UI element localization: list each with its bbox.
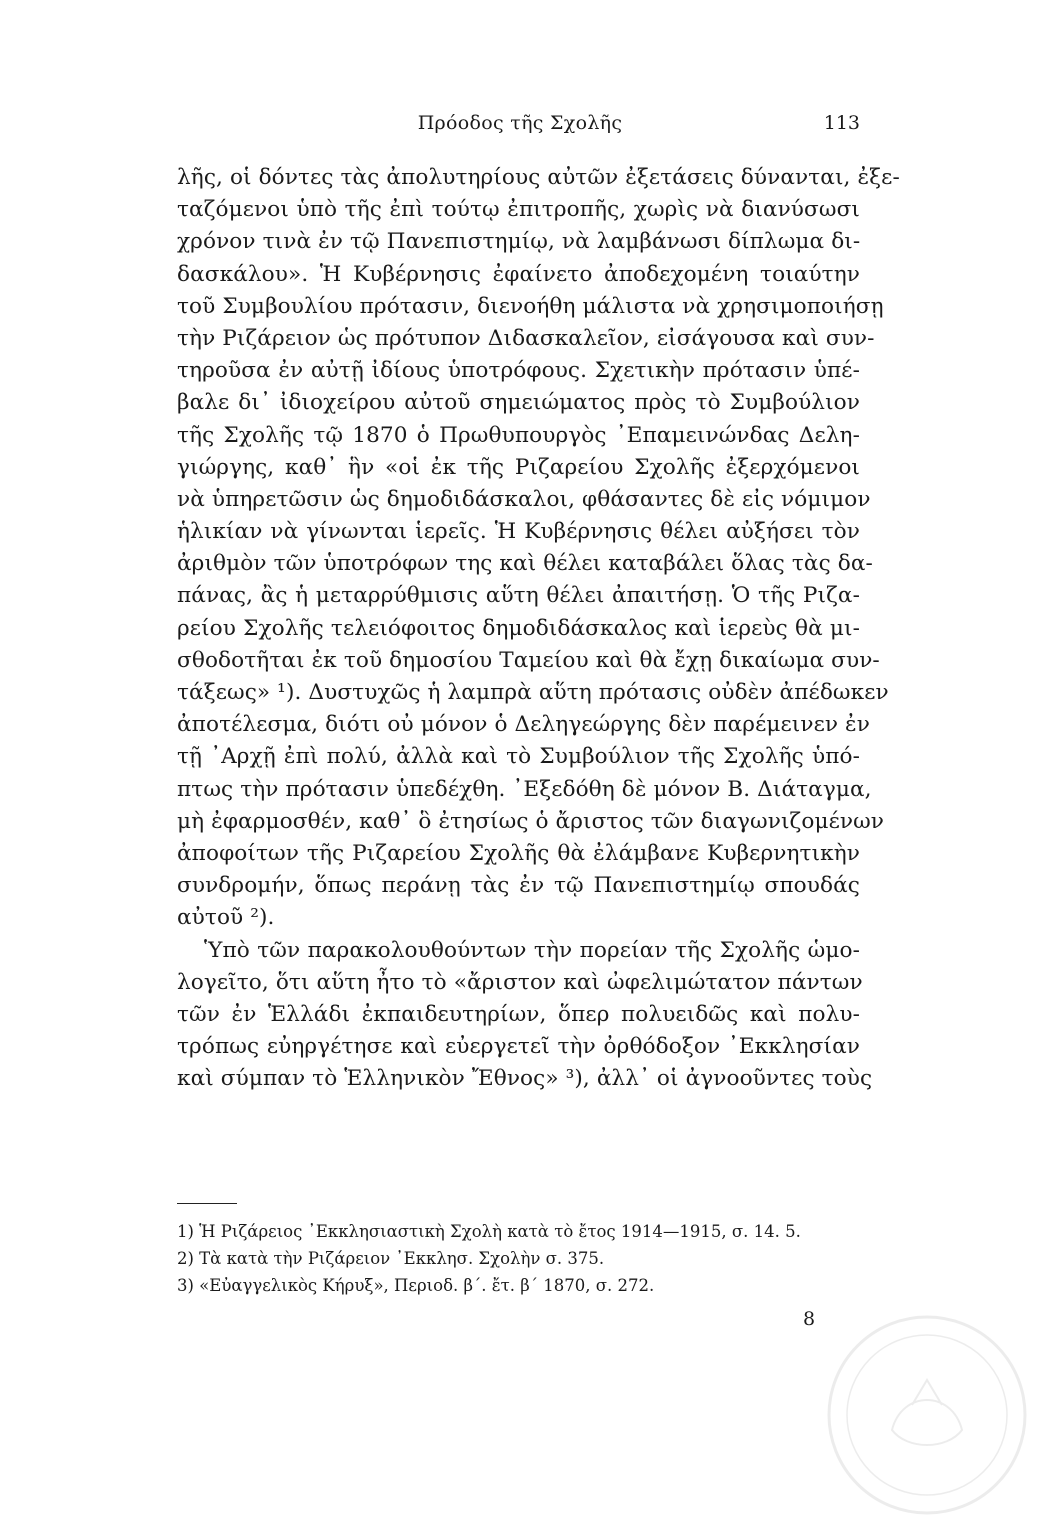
text-line: ταζόμενοι ὑπὸ τῆς ἐπὶ τούτῳ ἐπιτροπῆς, χωρὶς νὰ διανύσωσι [177,197,860,223]
text-line: τάξεως» ¹). Δυστυχῶς ἡ λαμπρὰ αὕτη πρότασις οὐδὲν ἀπέδωκεν [177,680,889,705]
text-line: δασκάλου». Ἡ Κυβέρνησις ἐφαίνετο ἀποδεχομένη τοιαύτην [177,261,860,287]
footnotes [177,1218,860,1299]
text-line: νὰ ὑπηρετῶσιν ὡς δημοδιδάσκαλοι, φθάσαντες δὲ εἰς νόμιμον [177,486,871,512]
text-line: τρόπως εὐηργέτησε καὶ εὐεργετεῖ τὴν ὀρθόδοξον ᾽Εκκλησίαν [177,1034,860,1060]
footnote: 1) Ἡ Ριζάρειος ᾽Εκκλησιαστικὴ Σχολὴ κατὰ τὸ ἔτος 1914—1915, σ. 14. 5. [177,1222,801,1241]
running-head [180,112,860,142]
text-line: χρόνον τινὰ ἐν τῷ Πανεπιστημίῳ, νὰ λαμβάνωσι δίπλωμα δι- [177,229,861,255]
text-line: τοῦ Συμβουλίου πρότασιν, διενοήθη μάλιστα νὰ χρησιμοποιήσῃ [177,293,884,319]
text-line: ἀποφοίτων τῆς Ριζαρείου Σχολῆς θὰ ἐλάμβανε Κυβερνητικὴν [177,840,860,866]
text-line: ἀριθμὸν τῶν ὑποτρόφων της καὶ θέλει καταβάλει ὅλας τὰς δα- [177,551,873,577]
text-line: βαλε δι᾽ ἰδιοχείρου αὐτοῦ σημειώματος πρὸς τὸ Συμβούλιον [177,390,860,416]
signature-mark: 8 [803,1308,816,1330]
footnote: 2) Τὰ κατὰ τὴν Ριζάρειον ᾽Εκκλησ. Σχολὴν σ. 375. [177,1249,605,1268]
text-line: λογεῖτο, ὅτι αὕτη ἦτο τὸ «ἄριστον καὶ ὠφελιμώτατον πάντων [177,969,863,995]
text-line: γιώργης, καθ᾽ ἣν «οἱ ἐκ τῆς Ριζαρείου Σχολῆς ἐξερχόμενοι [177,454,860,480]
library-stamp-icon [822,1310,1032,1520]
text-line: ρείου Σχολῆς τελειόφοιτος δημοδιδάσκαλος καὶ ἱερεὺς θὰ μι- [177,615,860,641]
text-line: καὶ σύμπαν τὸ Ἑλληνικὸν Ἔθνος» ³), ἀλλ᾽ οἱ ἀγνοοῦντες τοὺς [177,1066,873,1092]
text-line: λῆς, οἱ δόντες τὰς ἀπολυτηρίους αὐτῶν ἐξετάσεις δύνανται, ἐξε- [177,165,900,190]
running-title: Πρόοδος τῆς Σχολῆς [417,112,623,134]
body-text [177,162,900,1095]
text-line: τὴν Ριζάρειον ὡς πρότυπον Διδασκαλεῖον, εἰσάγουσα καὶ συν- [177,325,875,351]
text-line: συνδρομήν, ὅπως περάνῃ τὰς ἐν τῷ Πανεπιστημίῳ σπουδάς [177,873,860,899]
page-number: 113 [823,112,860,134]
text-line: τῶν ἐν Ἑλλάδι ἐκπαιδευτηρίων, ὅπερ πολυειδῶς καὶ πολυ- [177,1001,860,1027]
text-line: ἡλικίαν νὰ γίνωνται ἱερεῖς. Ἡ Κυβέρνησις θέλει αὐξήσει τὸν [177,519,860,545]
text-line: τῇ ᾽Αρχῇ ἐπὶ πολύ, ἀλλὰ καὶ τὸ Συμβούλιον τῆς Σχολῆς ὑπό- [177,744,860,770]
text-line: τῆς Σχολῆς τῷ 1870 ὁ Πρωθυπουργὸς ᾽Επαμεινώνδας Δελη- [177,422,860,448]
footnote-divider [177,1203,237,1204]
text-line: Ὑπὸ τῶν παρακολουθούντων τὴν πορείαν τῆς Σχολῆς ὡμο- [204,937,860,963]
text-line: πάνας, ἂς ἡ μεταρρύθμισις αὕτη θέλει ἀπαιτήσῃ. Ὁ τῆς Ριζα- [177,583,860,609]
text-line: τηροῦσα ἐν αὐτῇ ἰδίους ὑποτρόφους. Σχετικὴν πρότασιν ὑπέ- [177,358,860,384]
text-line: σθοδοτῆται ἐκ τοῦ δημοσίου Ταμείου καὶ θὰ ἔχῃ δικαίωμα συν- [177,647,880,673]
text-line: ἀποτέλεσμα, διότι οὐ μόνον ὁ Δεληγεώργης δὲν παρέμεινεν ἐν [177,712,870,738]
footnote: 3) «Εὐαγγελικὸς Κήρυξ», Περιοδ. β΄. ἔτ. β΄ 1870, σ. 272. [177,1276,655,1295]
text-line: αὐτοῦ ²). [177,905,275,931]
text-line: μὴ ἐφαρμοσθέν, καθ᾽ ὃ ἐτησίως ὁ ἄριστος τῶν διαγωνιζομένων [177,808,885,834]
text-line: πτως τὴν πρότασιν ὑπεδέχθη. ᾽Εξεδόθη δὲ μόνον Β. Διάταγμα, [177,776,872,802]
